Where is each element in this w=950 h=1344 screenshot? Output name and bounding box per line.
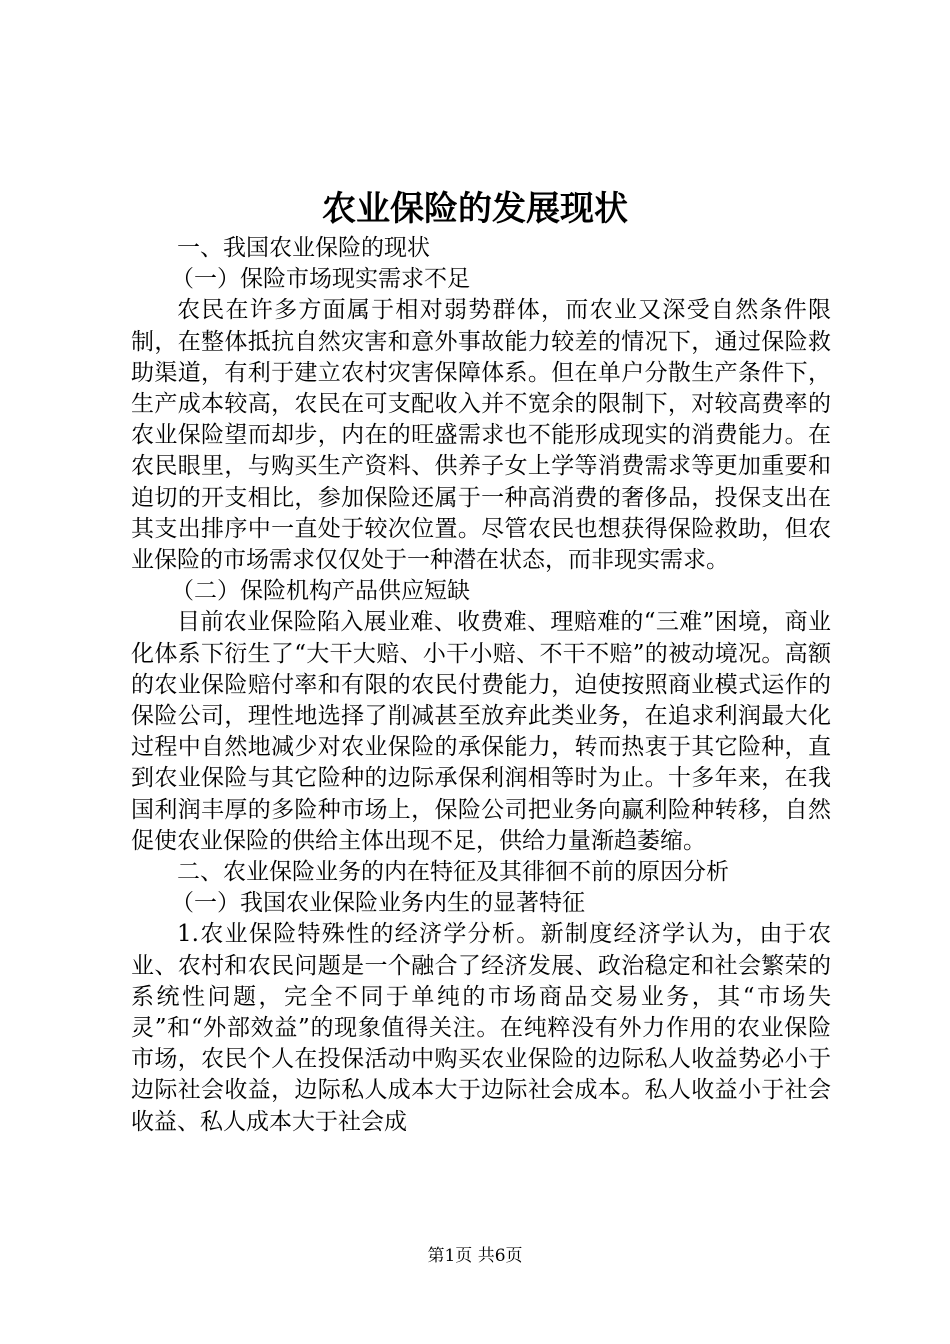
subsection-heading-2-1: （一）我国农业保险业务内生的显著特征 — [171, 890, 585, 917]
body-paragraph-2: 目前农业保险陷入展业难、收费难、理赔难的“三难”困境，商业化体系下衍生了“大干大赔、小干小赔、不干不赔”的被动境况。高额的农业保险赔付率和有限的农民付费能力，迫使按照商业模式运作的保险公司，理性地选择了削减甚至放弃此类业务，在追求利润最大化过程中自然地减少对农业保险的承保能力，转而热衷于其它险种，直到农业保险与其它险种的边际承保利润相等时为止。十多年来，在我国利润丰厚的多险种市场上，保险公司把业务向赢利险种转移，自然促使农业保险的供给主体出现不足，供给力量渐趋萎缩。 — [131, 609, 831, 854]
body-paragraph-1: 农民在许多方面属于相对弱势群体，而农业又深受自然条件限制，在整体抵抗自然灾害和意外事故能力较差的情况下，通过保险救助渠道，有利于建立农村灾害保障体系。但在单户分散生产条件下，生产成本较高，农民在可支配收入并不宽余的限制下，对较高费率的农业保险望而却步，内在的旺盛需求也不能形成现实的消费能力。在农民眼里，与购买生产资料、供养子女上学等消费需求等更加重要和迫切的开支相比，参加保险还属于一种高消费的奢侈品，投保支出在其支出排序中一直处于较次位置。尽管农民也想获得保险救助，但农业保险的市场需求仅仅处于一种潜在状态，而非现实需求。 — [131, 297, 831, 574]
page-footer: 第1页 共6页 — [427, 1246, 523, 1266]
subsection-heading-1-2: （二）保险机构产品供应短缺 — [171, 578, 470, 605]
body-paragraph-3: 1.农业保险特殊性的经济学分析。新制度经济学认为，由于农业、农村和农民问题是一个融合了经济发展、政治稳定和社会繁荣的系统性问题，完全不同于单纯的市场商品交易业务，其“市场失灵”和“外部效益”的现象值得关注。在纯粹没有外力作用的农业保险市场，农民个人在投保活动中购买农业保险的边际私人收益势必小于边际社会收益，边际私人成本大于边际社会成本。私人收益小于社会收益、私人成本大于社会成 — [131, 921, 831, 1135]
section-heading-1: 一、我国农业保险的现状 — [177, 235, 430, 261]
document-body — [131, 233, 831, 1138]
section-heading-2: 二、农业保险业务的内在特征及其徘徊不前的原因分析 — [177, 859, 729, 886]
subsection-heading-1-1: （一）保险市场现实需求不足 — [171, 266, 470, 293]
document-title: 农业保险的发展现状 — [322, 189, 628, 229]
